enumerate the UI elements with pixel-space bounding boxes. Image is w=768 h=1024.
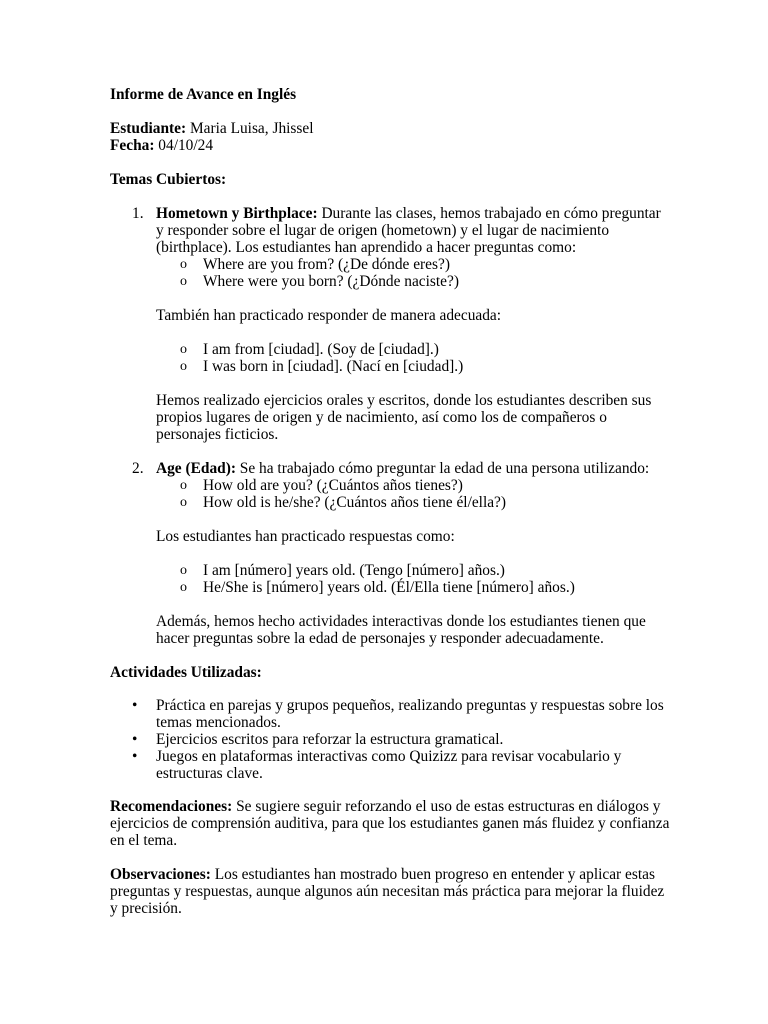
sub-list-item — [180, 562, 673, 579]
activity-text: Práctica en parejas y grupos pequeños, realizando preguntas y respuestas sobre los temas mencionados. — [156, 697, 664, 731]
recommendations-text: Se sugiere seguir reforzando el uso de estas estructuras en diálogos y ejercicios de comprensión auditiva, para que los estudiantes ganen más fluidez y confianza en el tema. — [110, 798, 670, 849]
sub-bullet: o — [180, 563, 187, 578]
topic-1-text: Durante las clases, hemos trabajado en cómo preguntar y responder sobre el lugar de origen (hometown) y el lugar de nacimiento (birthplace). Los estudiantes han aprendido a hacer preguntas como: — [156, 205, 661, 256]
sub-bullet: o — [180, 342, 187, 357]
bullet: • — [132, 697, 138, 714]
date-value: 04/10/24 — [154, 137, 214, 154]
date-line — [110, 137, 670, 154]
topic-2-answer-2: He/She is [número] years old. (Él/Ella tiene [número] años.) — [203, 579, 575, 596]
topic-1-answer-2: I was born in [ciudad]. (Nací en [ciudad].) — [203, 358, 464, 375]
student-label: Estudiante: — [110, 120, 187, 137]
sub-bullet: o — [180, 580, 187, 595]
sub-list-item — [180, 579, 673, 596]
sub-bullet: o — [180, 359, 187, 374]
observations-paragraph — [110, 866, 670, 917]
sub-list-item — [180, 273, 673, 290]
topic-1-answer-1: I am from [ciudad]. (Soy de [ciudad].) — [203, 341, 439, 358]
topic-1-label: Hometown y Birthplace: — [156, 205, 318, 222]
student-value: Maria Luisa, Jhissel — [186, 120, 314, 137]
recommendations-paragraph — [110, 798, 670, 849]
activity-text: Juegos en plataformas interactivas como Quizizz para revisar vocabulario y estructuras clave. — [156, 748, 622, 782]
sub-list-item — [180, 477, 673, 494]
sub-bullet: o — [180, 495, 187, 510]
topic-2-closing: Además, hemos hecho actividades interactivas donde los estudiantes tienen que hacer preguntas sobre la edad de personajes y responder adecuadamente. — [156, 613, 646, 647]
bullet: • — [132, 731, 138, 748]
activity-item — [132, 697, 668, 731]
sub-bullet: o — [180, 274, 187, 289]
document-title: Informe de Avance en Inglés — [110, 86, 297, 103]
topic-2-paragraph — [132, 460, 668, 477]
topic-2-label: Age (Edad): — [156, 460, 236, 477]
sub-bullet: o — [180, 478, 187, 493]
topic-2-text: Se ha trabajado cómo preguntar la edad de una persona utilizando: — [235, 460, 650, 477]
topic-2-question-1: How old are you? (¿Cuántos años tienes?) — [203, 477, 463, 494]
activities-heading: Actividades Utilizadas: — [110, 664, 262, 681]
sub-list-item — [180, 358, 673, 375]
topic-1-closing: Hemos realizado ejercicios orales y escritos, donde los estudiantes describen sus propios lugares de origen y de nacimiento, así como los de compañeros o personajes ficticios. — [156, 392, 652, 443]
student-line — [110, 120, 670, 137]
sub-list-item — [180, 494, 673, 511]
activity-item — [132, 731, 668, 748]
observations-label: Observaciones: — [110, 866, 211, 883]
topic-1-question-2: Where were you born? (¿Dónde naciste?) — [203, 273, 459, 290]
sub-bullet: o — [180, 257, 187, 272]
topic-1-question-1: Where are you from? (¿De dónde eres?) — [203, 256, 450, 273]
topic-2-question-2: How old is he/she? (¿Cuántos años tiene él/ella?) — [203, 494, 507, 511]
bullet: • — [132, 748, 138, 765]
topic-1-answers-intro: También han practicado responder de manera adecuada: — [156, 307, 502, 324]
recommendations-label: Recomendaciones: — [110, 798, 233, 815]
topic-2-answers-intro: Los estudiantes han practicado respuestas como: — [156, 528, 455, 545]
activity-text: Ejercicios escritos para reforzar la estructura gramatical. — [156, 731, 504, 748]
topic-1-number: 1. — [132, 205, 144, 222]
topic-2-answer-1: I am [número] years old. (Tengo [número] años.) — [203, 562, 505, 579]
sub-list-item — [180, 256, 673, 273]
sub-list-item — [180, 341, 673, 358]
topics-heading: Temas Cubiertos: — [110, 171, 227, 188]
date-label: Fecha: — [110, 137, 155, 154]
activity-item — [132, 748, 668, 782]
observations-text: Los estudiantes han mostrado buen progreso en entender y aplicar estas preguntas y respuestas, aunque algunos aún necesitan más práctica para mejorar la fluidez y precisión. — [110, 866, 665, 917]
topic-2-number: 2. — [132, 460, 144, 477]
topic-1-paragraph — [132, 205, 668, 256]
